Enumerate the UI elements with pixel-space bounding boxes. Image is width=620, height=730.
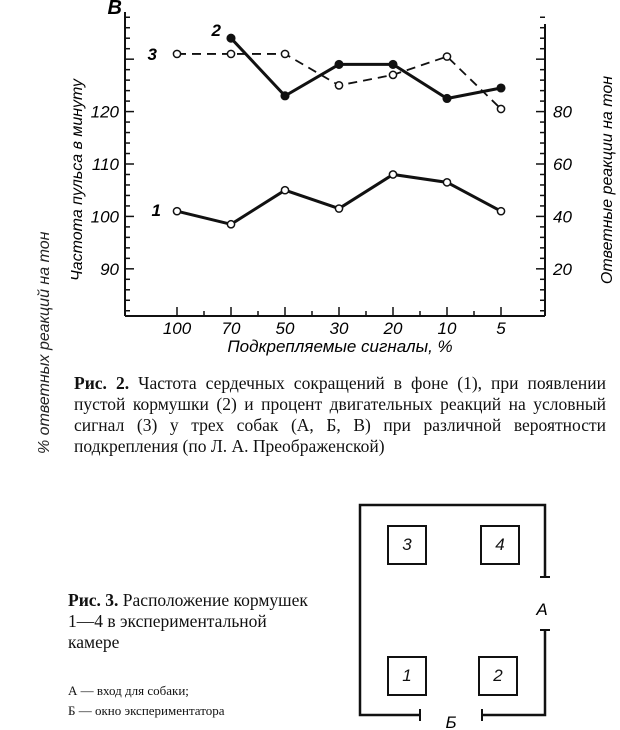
figure-3-label: Рис. 3. — [68, 590, 119, 610]
series-1-point — [227, 221, 234, 228]
series-1-point — [335, 205, 342, 212]
y2-tick-label: 40 — [553, 207, 572, 227]
series-1-point — [281, 187, 288, 194]
series-3-point — [497, 105, 504, 112]
series-1-point — [497, 208, 504, 215]
series-2-point — [389, 61, 397, 69]
series-2-line — [231, 38, 501, 98]
figure-3-text: Расположение кормушек 1—4 в экспериментальной камере — [68, 590, 308, 652]
x-tick-label: 10 — [437, 319, 457, 338]
panel-label: В — [107, 0, 122, 19]
series-2-point — [335, 61, 343, 69]
series-1-point — [389, 171, 396, 178]
y-tick-label: 110 — [91, 155, 119, 174]
figure-2-caption — [74, 373, 606, 457]
figure-3-diagram — [340, 495, 570, 730]
series-2-point — [281, 92, 289, 100]
feeder-1: 1 — [387, 656, 427, 696]
x-tick-label: 70 — [221, 319, 241, 338]
figure-2-text: Частота сердечных сокращений в фоне (1), при появлении пустой кормушки (2) и процент двигательных реакций на условный сигнал (3) у трех собак (А, Б, В) при различной вероятности подкрепления (по Л. А. Преображенской) — [74, 373, 607, 456]
legend-window: Б — окно экспериментатора — [68, 703, 225, 718]
legend-entrance: А — вход для собаки; — [68, 683, 189, 698]
margin-side-text: % ответных реакций на тон — [36, 231, 53, 454]
series-3-point — [173, 50, 180, 57]
series-2-point — [443, 95, 451, 103]
figure-3-caption — [68, 590, 308, 653]
y-tick-label: 120 — [90, 102, 119, 122]
y2-tick-label: 60 — [553, 155, 572, 174]
x-tick-label: 5 — [496, 319, 506, 338]
series-3-point — [443, 53, 450, 60]
x-tick-label: 30 — [329, 319, 349, 338]
series-3-point — [227, 50, 234, 57]
feeder-3: 3 — [387, 525, 427, 565]
y-tick-label: 90 — [100, 259, 119, 279]
series-3-point — [335, 82, 342, 89]
x-axis-label: Подкрепляемые сигналы, % — [227, 337, 453, 356]
window-label: Б — [445, 713, 457, 730]
series-2-point — [227, 34, 235, 42]
entrance-label: А — [536, 600, 548, 619]
y-tick-label: 100 — [90, 207, 119, 227]
series-2-point — [497, 84, 505, 92]
series-3-point — [281, 50, 288, 57]
series-1-point — [443, 179, 450, 186]
series-3-label: 3 — [147, 44, 157, 64]
x-tick-label: 20 — [383, 319, 403, 338]
series-1-label: 1 — [151, 201, 161, 221]
x-tick-label: 50 — [275, 319, 295, 338]
y2-tick-label: 20 — [553, 259, 572, 279]
series-2-label: 2 — [211, 21, 221, 41]
series-3-point — [389, 71, 396, 78]
y-axis-label: Частота пульса в минуту — [69, 78, 86, 282]
feeder-4: 4 — [480, 525, 520, 565]
series-1-point — [173, 208, 180, 215]
y2-axis-label: Ответные реакции на тон — [599, 75, 616, 285]
feeder-2: 2 — [478, 656, 518, 696]
x-tick-label: 100 — [162, 319, 192, 338]
series-1-line — [177, 174, 501, 224]
y2-tick-label: 80 — [553, 102, 572, 122]
figure-2-label: Рис. 2. — [74, 373, 130, 393]
